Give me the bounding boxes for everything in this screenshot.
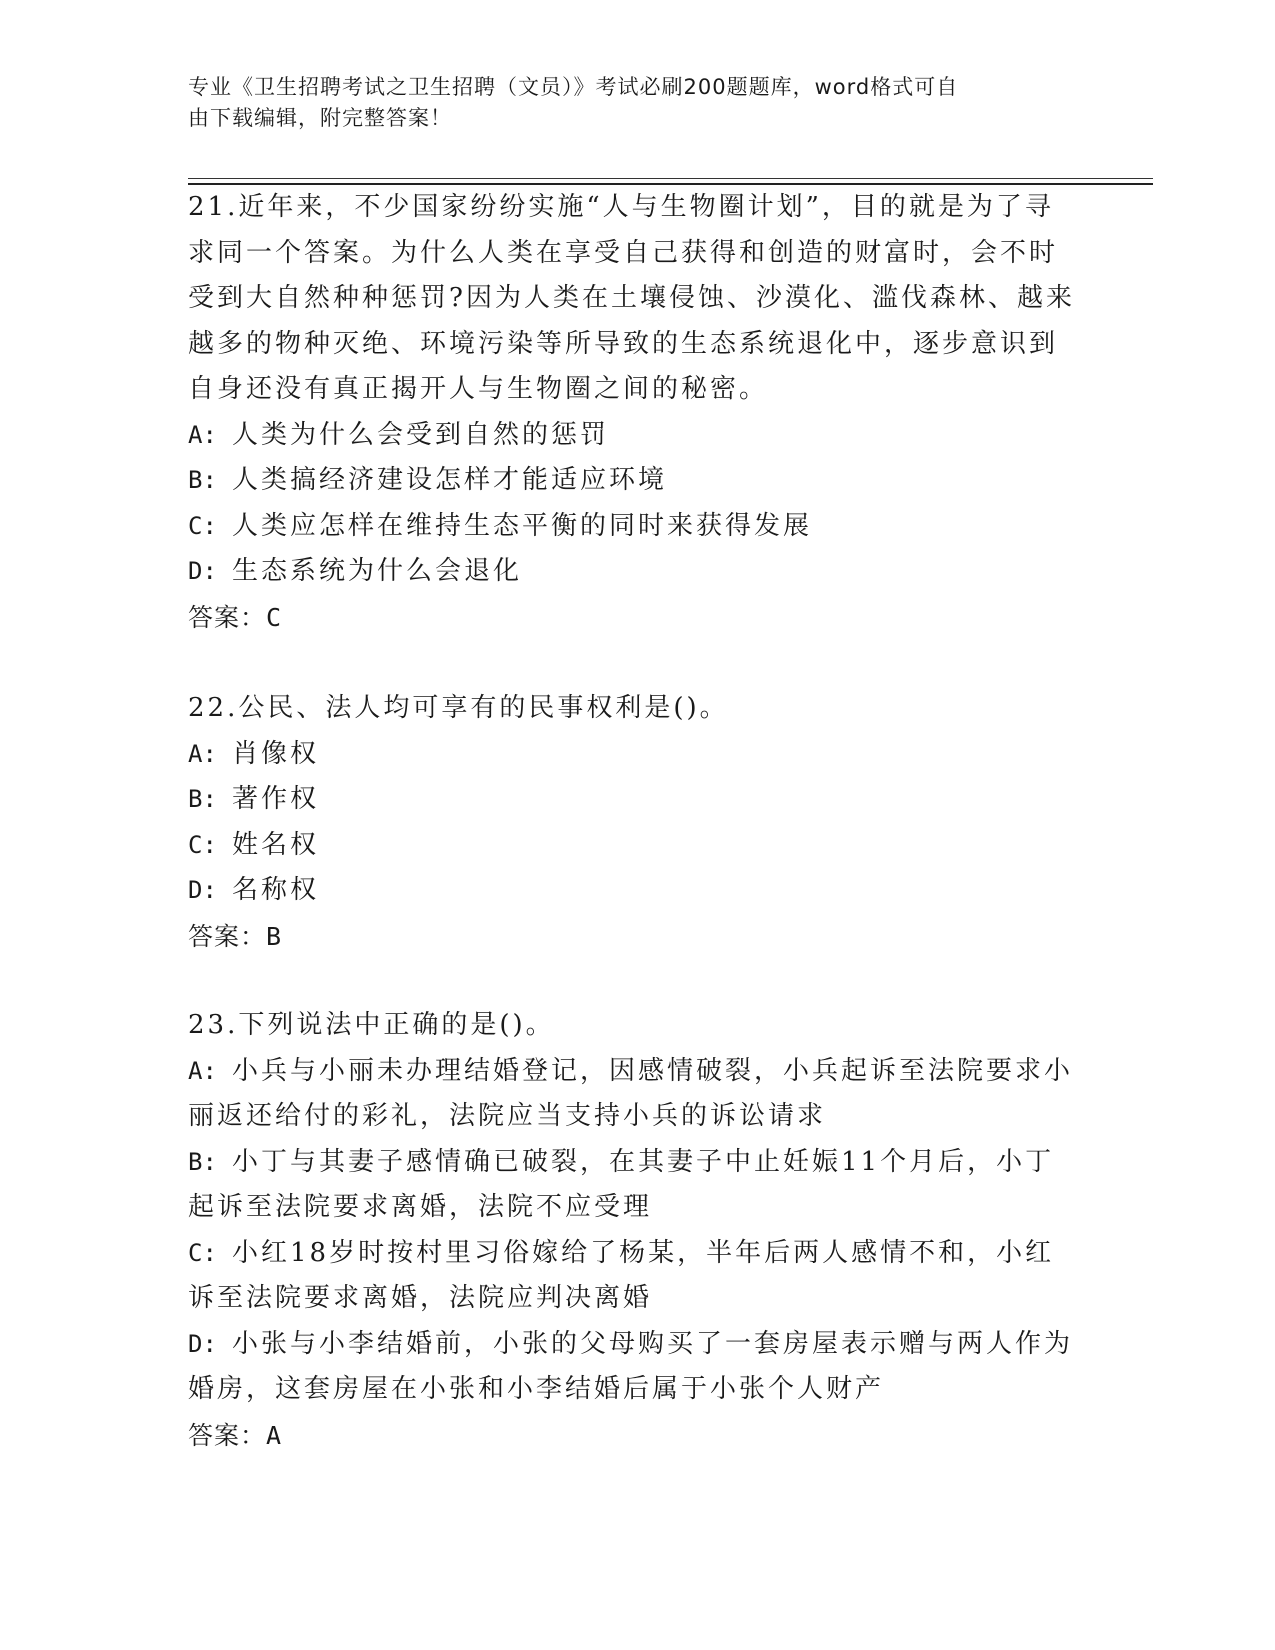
option-text: 小红18岁时按村里习俗嫁给了杨某，半年后两人感情不和，小红 (232, 1237, 1055, 1268)
question-stem (188, 1003, 1078, 1049)
option-c (188, 504, 1078, 550)
option-text: 名称权 (232, 875, 320, 905)
option-c (188, 823, 1078, 869)
option-a (188, 1049, 1078, 1140)
question-stem (188, 185, 1078, 413)
option-letter: B: (188, 466, 217, 494)
answer-value: A (266, 1420, 283, 1450)
question-21 (188, 185, 1078, 640)
stem-line: 23.下列说法中正确的是()。 (188, 1010, 555, 1040)
stem-line: 受到大自然种种惩罚?因为人类在土壤侵蚀、沙漠化、滥伐森林、越来 (188, 283, 1075, 313)
answer-label: 答案： (188, 1420, 267, 1450)
option-text: 人类应怎样在维持生态平衡的同时来获得发展 (232, 510, 813, 541)
option-b (188, 458, 1078, 504)
option-letter: A: (188, 1056, 217, 1085)
header-line-2: 由下载编辑，附完整答案！ (188, 106, 452, 130)
option-b (188, 777, 1078, 823)
option-letter: C: (188, 511, 217, 540)
question-22 (188, 686, 1078, 959)
option-text: 生态系统为什么会退化 (232, 556, 523, 586)
question-stem (188, 686, 1078, 732)
stem-line: 22.公民、法人均可享有的民事权利是()。 (188, 693, 729, 723)
option-letter: D: (188, 1329, 217, 1358)
header-line-1: 专业《卫生招聘考试之卫生招聘（文员）》考试必刷200题题库，word格式可自 (188, 75, 959, 99)
option-letter: B: (188, 1147, 217, 1176)
option-text-continued: 丽返还给付的彩礼，法院应当支持小兵的诉讼请求 (188, 1101, 827, 1131)
option-letter: D: (188, 876, 217, 904)
document-header (188, 72, 1068, 134)
header-divider-thin (188, 178, 1153, 179)
option-text-continued: 诉至法院要求离婚，法院应判决离婚 (188, 1283, 653, 1313)
stem-line: 求同一个答案。为什么人类在享受自己获得和创造的财富时，会不时 (188, 237, 1059, 268)
option-text: 小张与小李结婚前，小张的父母购买了一套房屋表示赠与两人作为 (232, 1328, 1074, 1359)
option-text: 小丁与其妻子感情确已破裂，在其妻子中止妊娠11个月后，小丁 (232, 1146, 1055, 1177)
option-letter: C: (188, 830, 217, 859)
option-d (188, 549, 1078, 595)
stem-line: 越多的物种灭绝、环境污染等所导致的生态系统退化中，逐步意识到 (188, 328, 1059, 359)
option-letter: B: (188, 785, 217, 813)
answer-value: B (266, 921, 283, 951)
option-letter: A: (188, 420, 217, 449)
option-a (188, 413, 1078, 459)
option-letter: A: (188, 739, 217, 768)
option-d (188, 1322, 1078, 1413)
option-text: 人类为什么会受到自然的惩罚 (232, 419, 610, 450)
answer-line (188, 1413, 1078, 1459)
option-a (188, 732, 1078, 778)
question-23 (188, 1003, 1078, 1458)
option-letter: C: (188, 1238, 217, 1267)
answer-line (188, 595, 1078, 641)
answer-line (188, 914, 1078, 960)
answer-label: 答案： (188, 921, 267, 951)
answer-label: 答案： (188, 602, 267, 632)
stem-line: 21.近年来，不少国家纷纷实施“人与生物圈计划”，目的就是为了寻 (188, 192, 1054, 222)
option-text: 著作权 (232, 784, 320, 814)
option-d (188, 868, 1078, 914)
option-text: 小兵与小丽未办理结婚登记，因感情破裂，小兵起诉至法院要求小 (232, 1055, 1074, 1086)
option-text-continued: 婚房，这套房屋在小张和小李结婚后属于小张个人财产 (188, 1374, 885, 1404)
answer-value: C (266, 602, 283, 632)
option-c (188, 1231, 1078, 1322)
option-text: 姓名权 (232, 829, 320, 860)
option-text: 人类搞经济建设怎样才能适应环境 (232, 465, 668, 495)
option-text: 肖像权 (232, 738, 320, 769)
option-letter: D: (188, 557, 217, 585)
option-text-continued: 起诉至法院要求离婚，法院不应受理 (188, 1192, 653, 1222)
stem-line: 自身还没有真正揭开人与生物圈之间的秘密。 (188, 374, 769, 404)
option-b (188, 1140, 1078, 1231)
